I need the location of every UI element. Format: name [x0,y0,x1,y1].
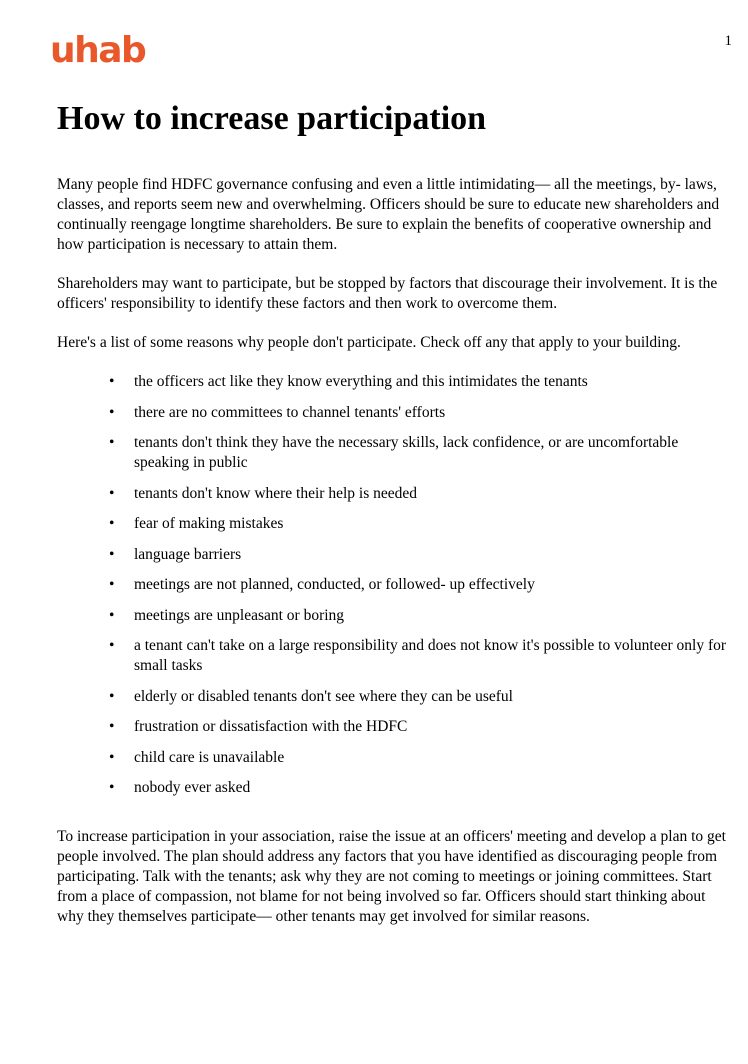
page-title: How to increase participation [57,100,487,137]
list-item [109,687,733,707]
list-item [109,372,733,392]
list-item-text: language barriers [134,545,242,563]
list-item-text: frustration or dissatisfaction with the HDFC [134,718,408,735]
list-item-text: nobody ever asked [134,779,251,796]
bullet-icon: • [109,484,115,502]
list-item [109,545,733,565]
intro-paragraph: Many people find HDFC governance confusing and even a little intimidating— all the meetings, by- laws, classes, and reports seem new and overwhelming. Officers should be sure to educate new shareholders and continually reengage longtime shareholders. Be sure to explain the benefits of cooperative ownership and how participation is necessary to attain them. [57,176,720,253]
list-item-text: a tenant can't take on a large responsibility and does not know it's possible to volunteer only for small tasks [134,637,727,674]
list-item [109,778,733,798]
list-item-text: elderly or disabled tenants don't see where they can be useful [134,687,513,705]
bullet-icon: • [109,606,115,624]
bullet-icon: • [109,576,115,593]
factors-paragraph: Shareholders may want to participate, but be stopped by factors that discourage their involvement. It is the officers' responsibility to identify these factors and then work to overcome them. [57,275,718,312]
list-item-text: fear of making mistakes [134,515,284,532]
uhab-logo [50,30,160,70]
list-item [109,575,733,595]
bullet-icon: • [109,434,115,451]
list-item-text: the officers act like they know everything and this intimidates the tenants [134,373,588,390]
reasons-list [57,372,733,798]
bullet-icon: • [109,545,115,563]
bullet-icon: • [109,748,115,766]
list-item-text: tenants don't know where their help is needed [134,484,418,502]
list-item [109,748,733,768]
list-item-text: meetings are unpleasant or boring [134,606,345,624]
page-number: 1 [724,33,732,49]
list-item-text: there are no committees to channel tenants' efforts [134,403,446,421]
list-item-text: tenants don't think they have the necessary skills, lack confidence, or are uncomfortable speaking in public [134,434,679,471]
bullet-icon: • [109,687,115,705]
list-item-text: meetings are not planned, conducted, or followed- up effectively [134,576,535,593]
list-item [109,433,733,473]
list-item [109,403,733,423]
bullet-icon: • [109,515,115,532]
list-item [109,606,733,626]
list-intro-paragraph: Here's a list of some reasons why people don't participate. Check off any that apply to your building. [57,334,681,351]
logo-wordmark: uhab [50,30,146,70]
document-body [57,175,733,946]
list-item [109,636,733,676]
list-item [109,717,733,737]
list-item [109,484,733,504]
bullet-icon: • [109,637,115,654]
bullet-icon: • [109,403,115,421]
bullet-icon: • [109,718,115,735]
bullet-icon: • [109,373,115,390]
closing-paragraph: To increase participation in your association, raise the issue at an officers' meeting and develop a plan to get people involved. The plan should address any factors that you have identified as discouraging people from participating. Talk with the tenants; ask why they are not coming to meetings or joining committees. Start from a place of compassion, not blame for not being involved so far. Officers should start thinking about why they themselves participate— other tenants may get involved for similar reasons. [57,828,726,925]
list-item [109,514,733,534]
list-item-text: child care is unavailable [134,748,285,766]
bullet-icon: • [109,779,115,796]
